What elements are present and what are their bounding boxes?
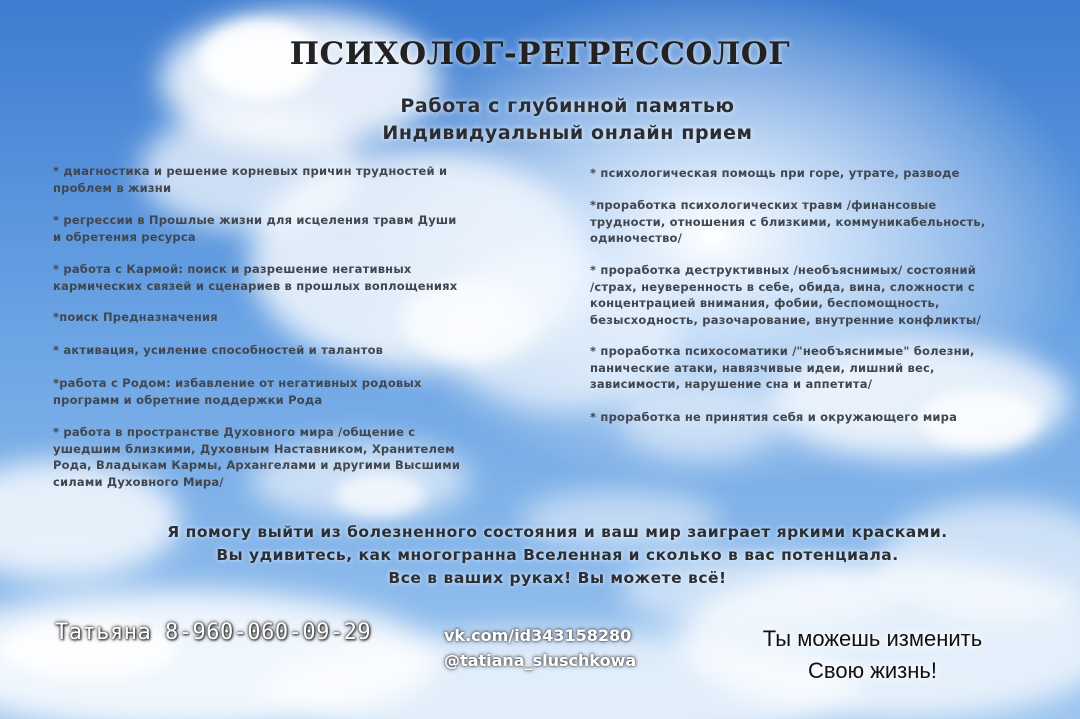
- item-line: * регрессии в Прошлые жизни для исцеления травм Души: [53, 213, 457, 227]
- item-line: проблем в жизни: [53, 180, 172, 195]
- social-handle[interactable]: @tatiana_sluschkowa: [444, 651, 637, 670]
- right-service-item: [590, 165, 960, 182]
- left-service-item: [53, 261, 457, 294]
- item-line: * проработка психосоматики /"необъяснимые" болезни,: [590, 344, 975, 358]
- left-service-item: [53, 163, 447, 196]
- item-line: кармических связей и сценариев в прошлых воплощениях: [53, 278, 458, 293]
- item-line: зависимости, нарушение сна и аппетита/: [590, 377, 873, 391]
- item-line: * проработка деструктивных /необъяснимых/ состояний: [590, 263, 977, 277]
- item-line: *работа с Родом: избавление от негативных родовых: [53, 376, 422, 390]
- item-line: и обретения ресурса: [53, 229, 196, 244]
- cta-line: Я помогу выйти из болезненного состояния и ваш мир заиграет яркими красками.: [167, 523, 948, 541]
- item-line: безысходность, разочарование, внутренние конфликты/: [590, 312, 981, 327]
- cta-line: Все в ваших руках! Вы можете всё!: [388, 569, 727, 587]
- cta-line: Вы удивитесь, как многогранна Вселенная и сколько в вас потенциала.: [216, 546, 899, 564]
- item-line: силами Духовного Мира/: [53, 474, 224, 489]
- left-service-item: [53, 342, 383, 359]
- slogan-line: Ты можешь изменить: [762, 626, 983, 651]
- slogan-line: Свою жизнь!: [808, 658, 937, 683]
- item-line: * работа в пространстве Духовного мира /общение с: [53, 425, 416, 439]
- left-service-item: [53, 424, 460, 490]
- right-service-item: [590, 409, 957, 426]
- left-service-item: [53, 212, 457, 245]
- subtitle-memory: Работа с глубинной памятью: [400, 95, 735, 117]
- subtitle-online: Индивидуальный онлайн прием: [382, 122, 753, 144]
- item-line: *поиск Предназначения: [53, 310, 218, 324]
- item-line: ушедшим близкими, Духовным Наставником, Хранителем: [53, 441, 455, 456]
- item-line: /страх, неуверенность в себе, обида, вина, сложности с: [590, 279, 975, 294]
- item-line: * психологическая помощь при горе, утрате, разводе: [590, 166, 960, 180]
- item-line: одиночество/: [590, 231, 683, 245]
- item-line: программ и обретние поддержки Рода: [53, 392, 323, 407]
- left-service-item: [53, 309, 218, 326]
- item-line: * активация, усиление способностей и талантов: [53, 343, 384, 357]
- right-service-item: [590, 343, 975, 393]
- right-service-item: [590, 197, 985, 247]
- page-title: ПСИХОЛОГ-РЕГРЕССОЛОГ: [289, 36, 791, 72]
- left-service-item: [53, 375, 422, 408]
- item-line: *проработка психологических травм /финансовые: [590, 198, 937, 212]
- right-service-item: [590, 262, 981, 328]
- item-line: * работа с Кармой: поиск и разрешение негативных: [53, 262, 412, 276]
- contact-name-phone: Татьяна 8-960-060-09-29: [55, 620, 372, 645]
- item-line: * проработка не принятия себя и окружающего мира: [590, 410, 958, 424]
- item-line: * диагностика и решение корневых причин трудностей и: [53, 164, 448, 178]
- item-line: Рода, Владыкам Кармы, Архангелами и другими Высшими: [53, 458, 461, 472]
- item-line: панические атаки, навязчивые идеи, лишний вес,: [590, 360, 935, 375]
- item-line: концентрацией внимания, фобии, беспомощность,: [590, 296, 940, 310]
- vk-link[interactable]: vk.com/id343158280: [444, 626, 632, 645]
- item-line: трудности, отношения с близкими, коммуникабельность,: [590, 214, 986, 229]
